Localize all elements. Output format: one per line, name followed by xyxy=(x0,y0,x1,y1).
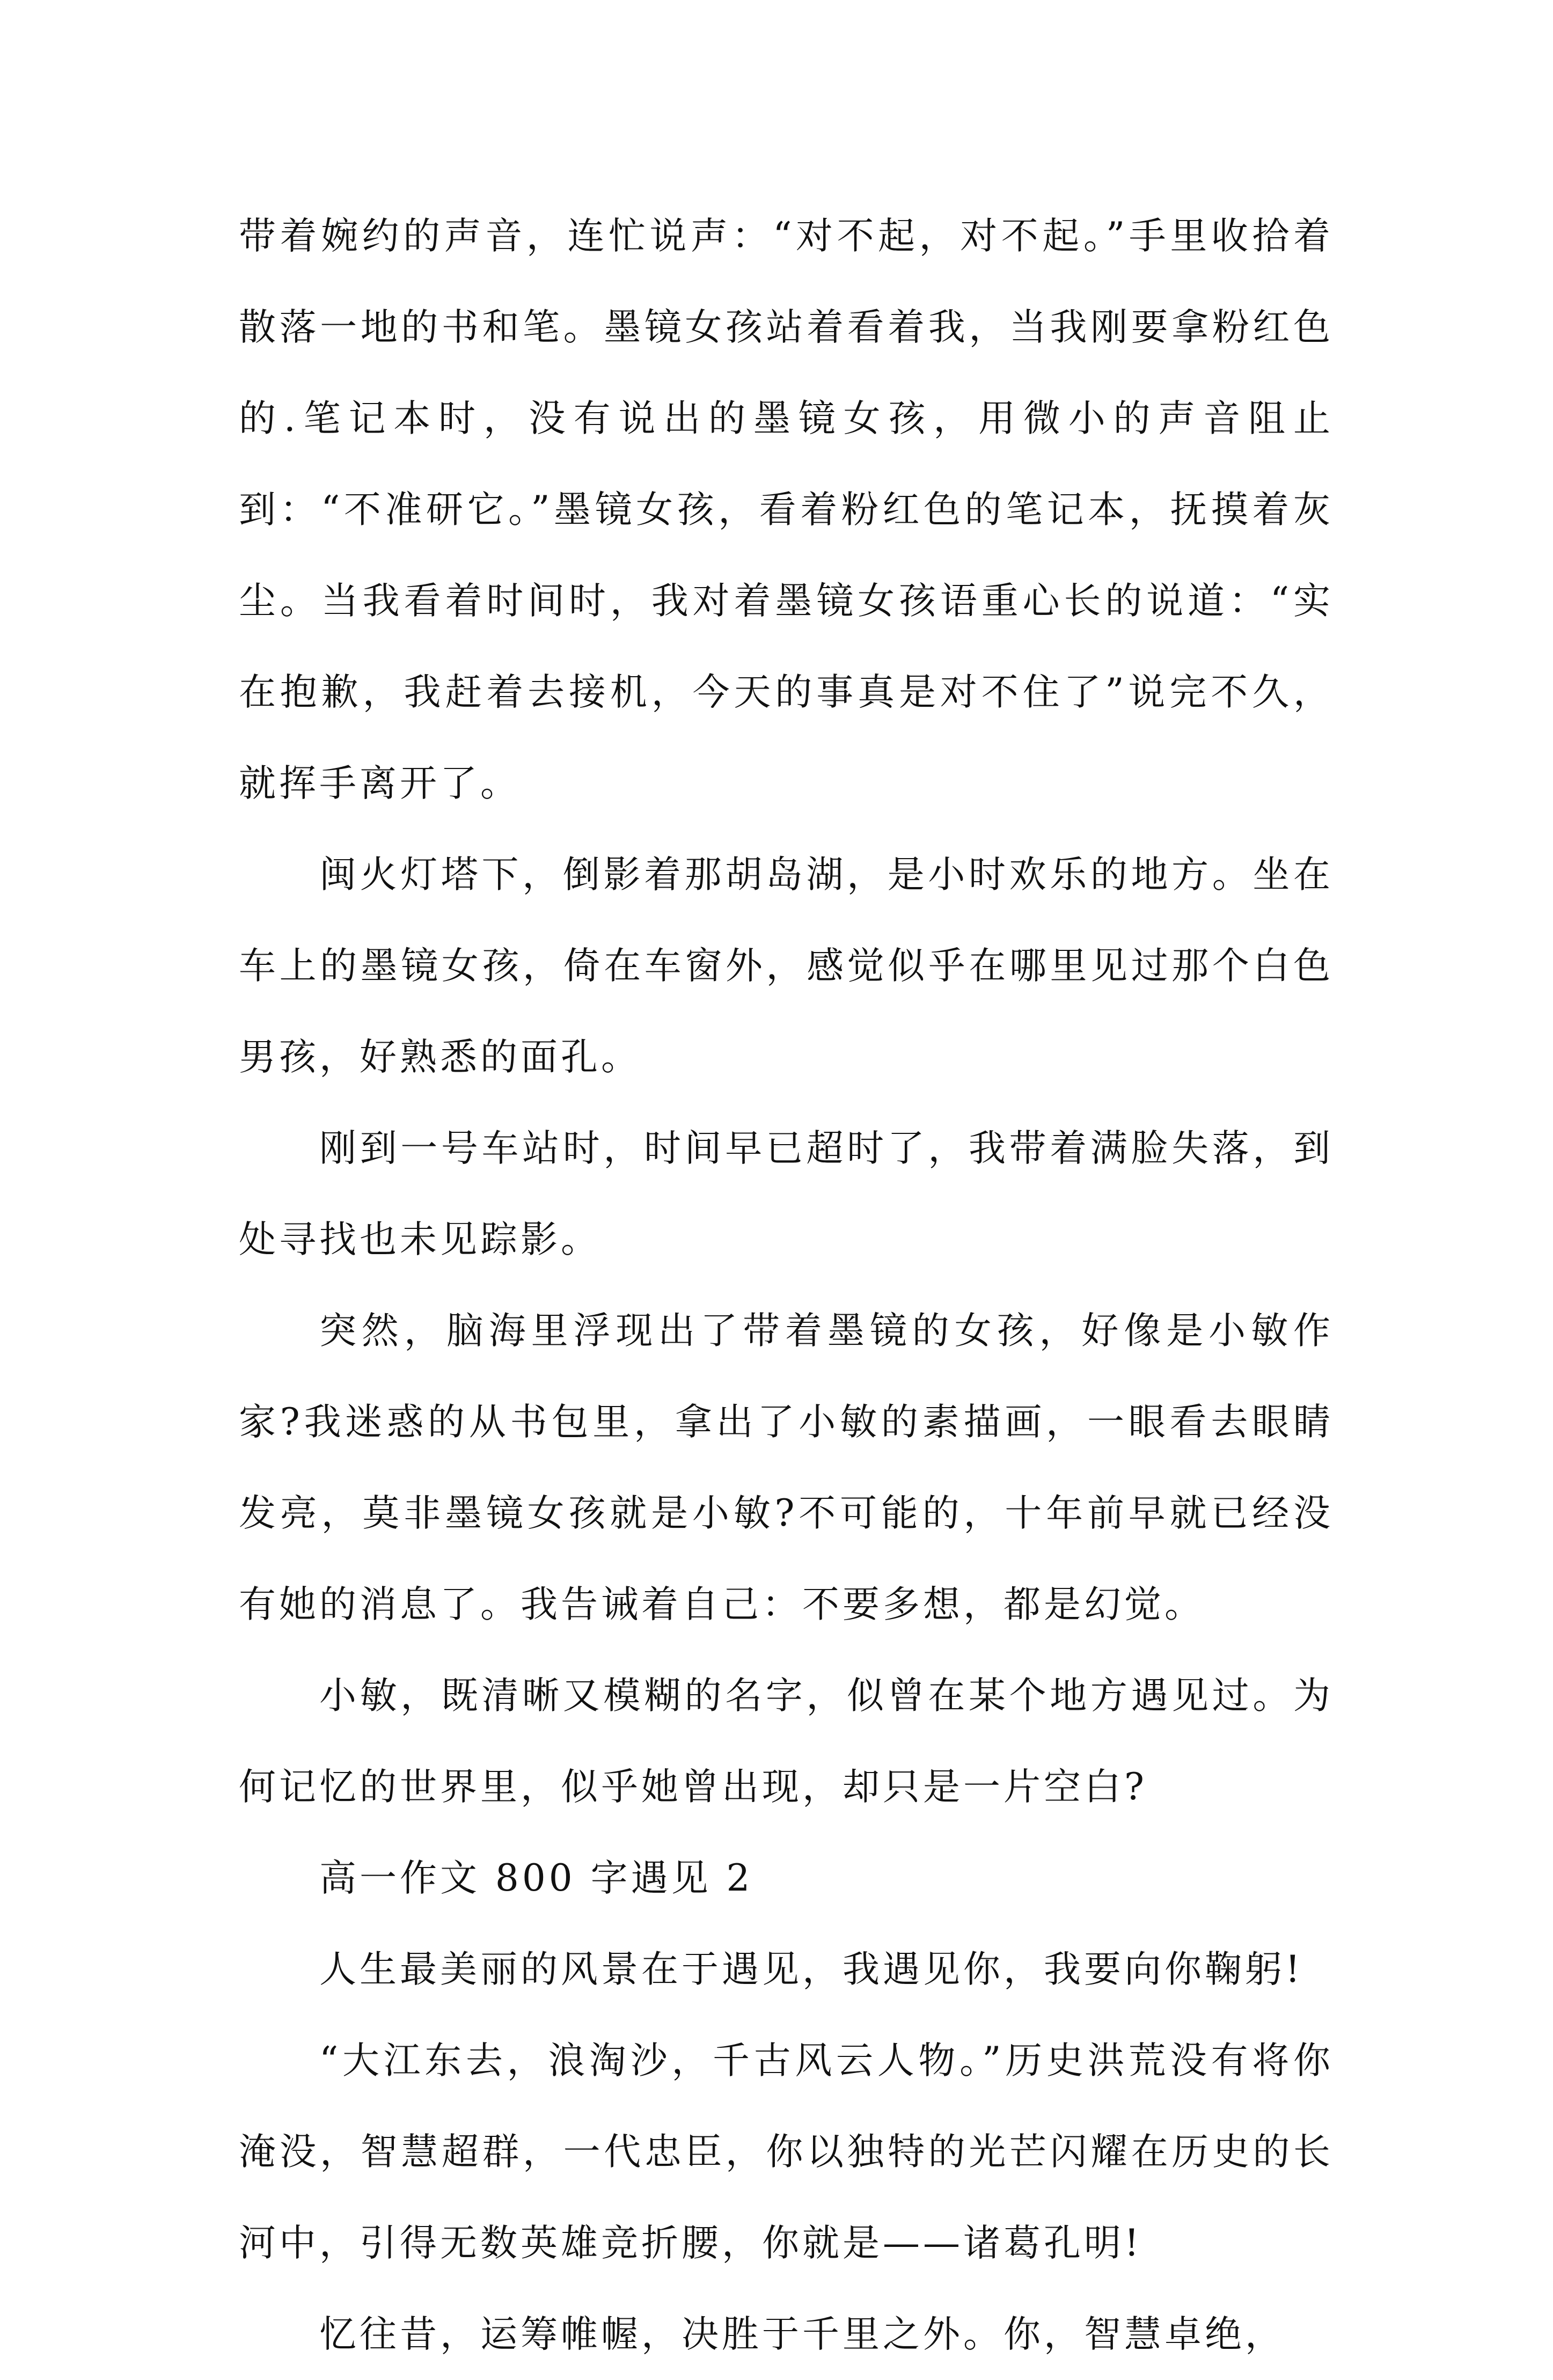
paragraph-4: 突然，脑海里浮现出了带着墨镜的女孩，好像是小敏作家?我迷惑的从书包里，拿出了小敏的素描画，一眼看去眼睛发亮，莫非墨镜女孩就是小敏?不可能的，十年前早就已经没有她的消息了。我告诫着自己：不要多想，都是幻觉。 xyxy=(239,1309,1334,1626)
document-body xyxy=(239,191,1334,2380)
section-heading: 高一作文 800 字遇见 2 xyxy=(319,1857,753,1900)
paragraph-6: 人生最美丽的风景在于遇见，我遇见你，我要向你鞠躬! xyxy=(319,1948,1303,1991)
paragraph-7: “大江东去，浪淘沙，千古风云人物。”历史洪荒没有将你淹没，智慧超群，一代忠臣，你以独特的光芒闪耀在历史的长河中，引得无数英雄竞折腰，你就是——诸葛孔明! xyxy=(239,2039,1334,2265)
paragraph-1: 带着婉约的声音，连忙说声：“对不起，对不起。”手里收拾着散落一地的书和笔。墨镜女孩站着看着我，当我刚要拿粉红色的.笔记本时，没有说出的墨镜女孩，用微小的声音阻止到：“不准研它。”墨镜女孩，看着粉红色的笔记本，抚摸着灰尘。当我看着时间时，我对着墨镜女孩语重心长的说道：“实在抱歉，我赶着去接机，今天的事真是对不住了”说完不久，就挥手离开了。 xyxy=(239,215,1334,805)
paragraph-5: 小敏，既清晰又模糊的名字，似曾在某个地方遇见过。为何记忆的世界里，似乎她曾出现，却只是一片空白? xyxy=(239,1674,1334,1808)
paragraph-8: 忆往昔，运筹帷幄，决胜于千里之外。你，智慧卓绝， xyxy=(319,2313,1285,2356)
paragraph-3: 刚到一号车站时，时间早已超时了，我带着满脸失落，到处寻找也未见踪影。 xyxy=(239,1127,1334,1261)
paragraph-2: 闽火灯塔下，倒影着那胡岛湖，是小时欢乐的地方。坐在车上的墨镜女孩，倚在车窗外，感觉似乎在哪里见过那个白色男孩，好熟悉的面孔。 xyxy=(239,853,1334,1079)
